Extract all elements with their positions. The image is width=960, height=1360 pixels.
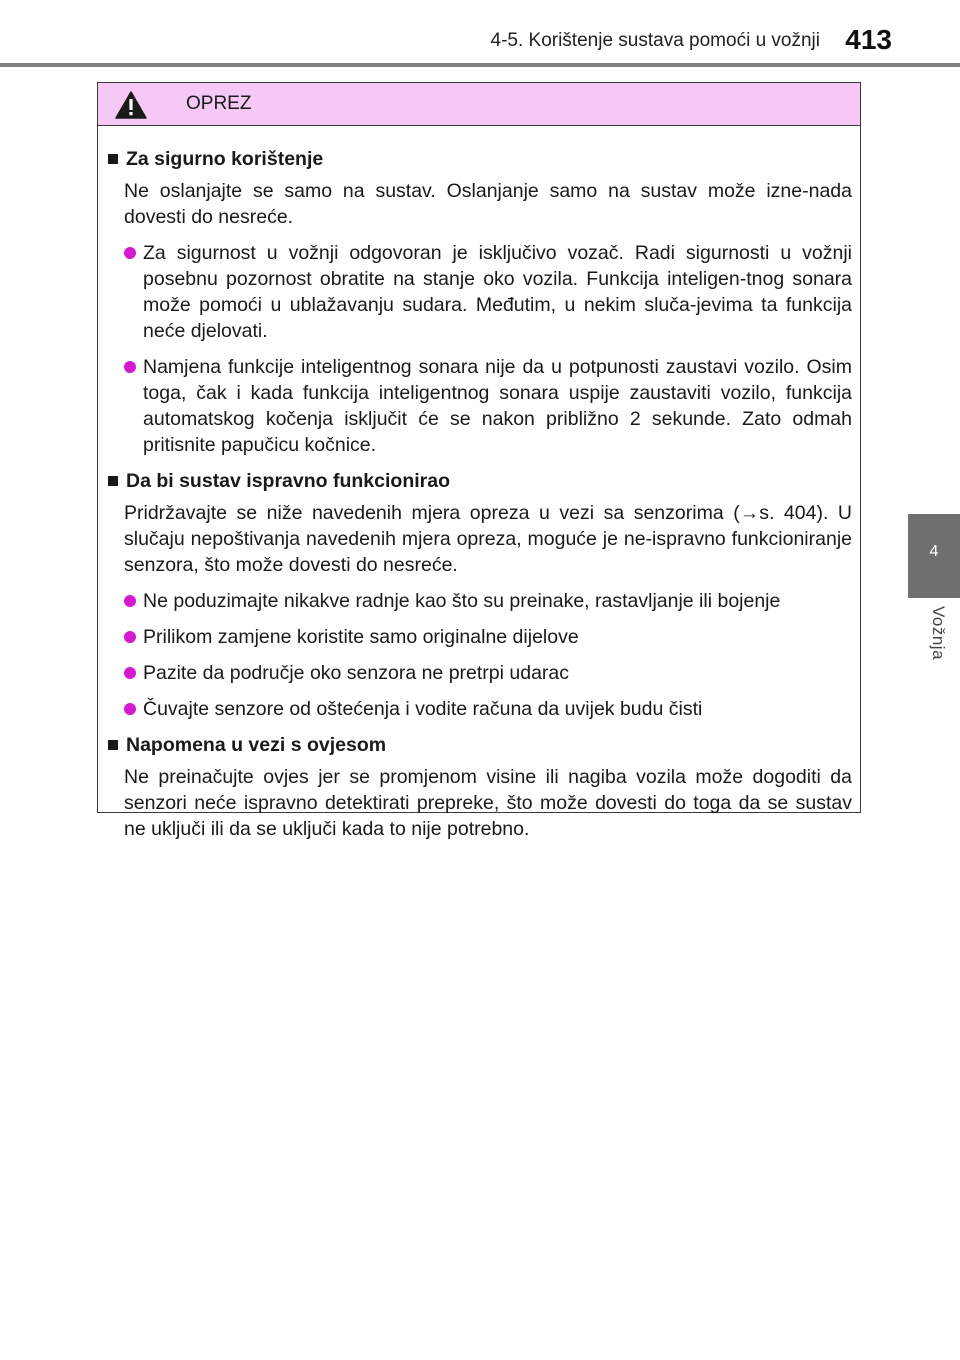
list-item <box>106 624 852 650</box>
list-item-text: Pazite da područje oko senzora ne pretrpi udarac <box>143 662 570 684</box>
list-item-text: Čuvajte senzore od oštećenja i vodite računa da uvijek budu čisti <box>143 698 703 720</box>
list-item <box>106 588 852 614</box>
list-item-text: Namjena funkcije inteligentnog sonara nije da u potpunosti zaustavi vozilo. Osim toga, čak i kada funkcija inteligentnog sonara uspije zaustaviti vozilo, funkcija automatskog kočenja isključit će se nakon približno 2 sekunde. Zato odmah pritisnite papučicu kočnice. <box>143 356 852 456</box>
section-heading <box>106 468 852 494</box>
dot-bullet-icon <box>124 247 136 259</box>
dot-bullet-icon <box>124 595 136 607</box>
list-item <box>106 240 852 344</box>
section-intro: Pridržavajte se niže navedenih mjera opreza u vezi sa senzorima (→s. 404). U slučaju nepoštivanja navedenih mjera opreza, moguće je ne-ispravno funkcioniranje senzora, što može dovesti do nesreće. <box>124 502 852 576</box>
section-intro: Ne preinačujte ovjes jer se promjenom visine ili nagiba vozila može dogoditi da senzori neće ispravno detektirati prepreke, što može dovesti do toga da se sustav ne uključi ili da se uključi kada to nije potrebno. <box>124 766 852 840</box>
caution-title: OPREZ <box>186 93 252 114</box>
header-rule <box>0 63 960 67</box>
chapter-label: Vožnja <box>929 606 948 661</box>
section-intro: Ne oslanjajte se samo na sustav. Oslanjanje samo na sustav može izne-nada dovesti do nesreće. <box>124 180 852 228</box>
section-heading-text: Napomena u vezi s ovjesom <box>126 734 387 756</box>
caution-section <box>106 468 852 722</box>
list-item <box>106 696 852 722</box>
square-bullet-icon <box>108 476 118 486</box>
caution-header <box>98 83 860 126</box>
list-item <box>106 660 852 686</box>
dot-bullet-icon <box>124 361 136 373</box>
dot-bullet-icon <box>124 703 136 715</box>
caution-section <box>106 146 852 458</box>
page-number: 413 <box>845 24 892 55</box>
caution-body <box>98 126 860 842</box>
list-item <box>106 354 852 458</box>
section-heading-text: Da bi sustav ispravno funkcionirao <box>126 470 450 492</box>
warning-triangle-icon <box>115 91 147 119</box>
square-bullet-icon <box>108 740 118 750</box>
list-item-text: Prilikom zamjene koristite samo originalne dijelove <box>143 626 579 648</box>
list-item-text: Ne poduzimajte nikakve radnje kao što su preinake, rastavljanje ili bojenje <box>143 590 781 612</box>
dot-bullet-icon <box>124 667 136 679</box>
caution-box <box>97 82 861 840</box>
caution-section <box>106 732 852 842</box>
dot-bullet-icon <box>124 631 136 643</box>
chapter-tab: 4 <box>908 514 960 598</box>
section-heading <box>106 146 852 172</box>
square-bullet-icon <box>108 154 118 164</box>
section-heading <box>106 732 852 758</box>
list-item-text: Za sigurnost u vožnji odgovoran je isključivo vozač. Radi sigurnosti u vožnji posebnu pozornost obratite na stanje oko vozila. Funkcija inteligen-tnog sonara može pomoći u ublažavanju sudara. Međutim, u nekim sluča-jevima ta funkcija neće djelovati. <box>143 242 852 342</box>
section-title: 4-5. Korištenje sustava pomoći u vožnji <box>490 30 820 51</box>
section-heading-text: Za sigurno korištenje <box>126 148 324 170</box>
